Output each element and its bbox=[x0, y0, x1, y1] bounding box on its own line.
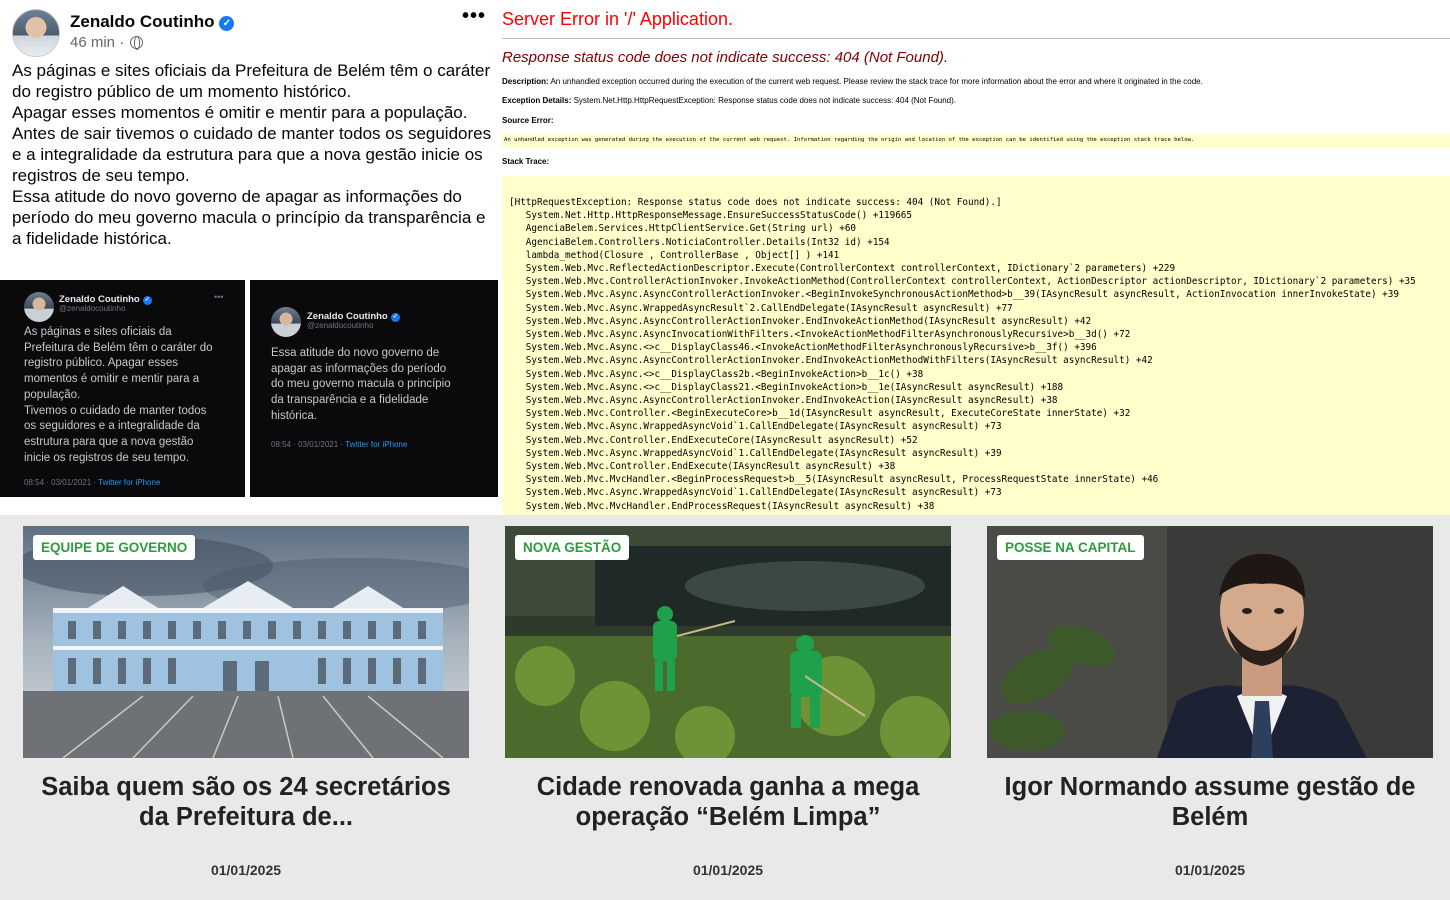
error-description: Description: An unhandled exception occurred during the execution of the current web request. Please review the stack trace for more information about the error and where it originated in the code. bbox=[502, 77, 1203, 86]
tweet-footer bbox=[24, 478, 160, 487]
tweet-handle: @zenaldocoutinho bbox=[307, 321, 374, 330]
verified-badge-icon: ✓ bbox=[219, 16, 234, 31]
facebook-post bbox=[0, 0, 500, 280]
author-avatar[interactable] bbox=[12, 9, 60, 57]
tweet-date: 08:54 · 03/01/2021 · bbox=[271, 440, 344, 449]
verified-badge-icon: ✓ bbox=[144, 297, 150, 303]
server-error-page bbox=[500, 0, 1450, 515]
globe-icon bbox=[130, 36, 143, 49]
news-date: 01/01/2025 bbox=[692, 862, 764, 878]
news-date: 01/01/2025 bbox=[1174, 862, 1246, 878]
more-options-icon[interactable]: ••• bbox=[462, 5, 487, 27]
post-text: As páginas e sites oficiais da Prefeitura de Belém têm o caráter do registro público de um momento histórico. Apagar esses momentos é omitir e mentir para a população. Antes de sair tivemos o cuidado de manter todos os seguidores e a integralidade da estrutura para que a nova gestão inicie os registros de seu tempo. Essa atitude do novo governo de apagar as informações do período do meu governo macula o princípio da transparência e a fidelidade histórica. bbox=[12, 61, 492, 248]
tweet-screenshot-2 bbox=[250, 280, 498, 497]
news-badge[interactable]: NOVA GESTÃO bbox=[515, 535, 629, 560]
news-title[interactable]: Igor Normando assume gestão de Belém bbox=[1004, 773, 1416, 831]
tweet-author: Zenaldo Coutinho ✓ bbox=[59, 294, 150, 305]
tweet-source: Twitter for iPhone bbox=[345, 440, 408, 449]
news-image-cleanup[interactable] bbox=[505, 526, 951, 758]
tweet-source: Twitter for iPhone bbox=[98, 478, 161, 487]
post-meta bbox=[70, 34, 143, 51]
source-error-text: An unhandled exception was generated during the execution of the current web request. Information regarding the origin and location of the exception can be identified using the exception stack trace below. bbox=[504, 137, 1195, 143]
news-title[interactable]: Saiba quem são os 24 secretários da Prefeitura de... bbox=[41, 773, 451, 831]
source-error-box bbox=[502, 134, 1450, 148]
tweet-text: Essa atitude do novo governo de apagar as informações do período do meu governo macula o princípio da transparência e a fidelidade histórica. bbox=[271, 347, 451, 422]
tweet-date: 08:54 · 03/01/2021 · bbox=[24, 478, 97, 487]
news-section bbox=[0, 515, 1450, 900]
tweet-avatar bbox=[271, 307, 301, 337]
error-divider bbox=[502, 38, 1450, 39]
tweet-handle: @zenaldocoutinho bbox=[59, 304, 126, 313]
news-image-palace[interactable] bbox=[23, 526, 469, 758]
tweet-author: Zenaldo Coutinho ✓ bbox=[307, 311, 398, 322]
exception-details: Exception Details: System.Net.Http.HttpRequestException: Response status code does not indicate success: 404 (Not Found). bbox=[502, 96, 957, 105]
news-title[interactable]: Cidade renovada ganha a mega operação “Belém Limpa” bbox=[536, 773, 920, 831]
stack-trace-label: Stack Trace: bbox=[502, 157, 550, 166]
error-title: Server Error in '/' Application. bbox=[502, 9, 733, 29]
news-date: 01/01/2025 bbox=[210, 862, 282, 878]
news-badge[interactable]: EQUIPE DE GOVERNO bbox=[33, 535, 195, 560]
news-card-1[interactable] bbox=[23, 526, 469, 886]
stack-trace-box[interactable] bbox=[502, 176, 1450, 515]
post-time[interactable]: 46 min · bbox=[70, 34, 125, 51]
tweet-screenshot-1 bbox=[0, 280, 245, 497]
news-badge[interactable]: POSSE NA CAPITAL bbox=[997, 535, 1144, 560]
news-card-2[interactable] bbox=[505, 526, 951, 886]
post-author[interactable]: Zenaldo Coutinho ✓ bbox=[70, 12, 234, 32]
tweet-text: As páginas e sites oficiais da Prefeitura de Belém têm o caráter do registro público. Apagar esses momentos é omitir e mentir para a população. Tivemos o cuidado de manter todos os seguidores e a integralidade da estrutura para que a nova gestão inicie os registros de seu tempo. bbox=[24, 326, 213, 464]
news-card-3[interactable] bbox=[987, 526, 1433, 886]
tweet-avatar bbox=[24, 292, 54, 322]
error-subtitle: Response status code does not indicate success: 404 (Not Found). bbox=[502, 49, 949, 66]
verified-badge-icon: ✓ bbox=[392, 314, 398, 320]
tweet-more-icon: ••• bbox=[214, 292, 224, 302]
source-error-label: Source Error: bbox=[502, 116, 554, 125]
stack-trace-text: [HttpRequestException: Response status code does not indicate success: 404 (Not Found).] System.Net.Http.HttpResponseMessage.EnsureSuccessStatusCode() +119665 AgenciaBelem.Services.HttpClientService.Get(String url) +60 AgenciaBelem.Controllers.NoticiaController.Details(Int32 id) +154 lambda_method(Closure , ControllerBase , Object[] ) +141 System.Web.Mvc.ReflectedActionDescriptor.Execute(ControllerContext controllerContext, IDictionary`2 parameters) +229 System.Web.Mvc.ControllerActionInvoker.InvokeActionMethod(ControllerContext controllerContext, ActionDescriptor actionDescriptor, IDictionary`2 parameters) +35 System.Web.Mvc.Async.AsyncControllerActionInvoker.<BeginInvokeSynchronousActionMethod>b__39(IAsyncResult asyncResult, ActionInvocation innerInvokeState) +39 System.Web.Mvc.Async.WrappedAsyncResult`2.CallEndDelegate(IAsyncResult asyncResult) +77 System.Web.Mvc.Async.AsyncControllerActionInvoker.EndInvokeActionMethod(IAsyncResult asyncResult) +42 System.Web.Mvc.Async.AsyncInvocationWithFilters.<InvokeActionMethodFilterAsynchronouslyRecursive>b__3d() +72 System.Web.Mvc.Async.<>c__DisplayClass46.<InvokeActionMethodFilterAsynchronouslyRecursive>b__3f() +396 System.Web.Mvc.Async.AsyncControllerActionInvoker.EndInvokeActionMethodWithFilters(IAsyncResult asyncResult) +42 System.Web.Mvc.Async.<>c__DisplayClass2b.<BeginInvokeAction>b__1c() +38 System.Web.Mvc.Async.<>c__DisplayClass21.<BeginInvokeAction>b__1e(IAsyncResult asyncResult) +188 System.Web.Mvc.Async.AsyncControllerActionInvoker.EndInvokeAction(IAsyncResult asyncResult) +38 System.Web.Mvc.Controller.<BeginExecuteCore>b__1d(IAsyncResult asyncResult, ExecuteCoreState innerState) +32 System.Web.Mvc.Async.WrappedAsyncVoid`1.CallEndDelegate(IAsyncResult asyncResult) +73 System.Web.Mvc.Controller.EndExecuteCore(IAsyncResult asyncResult) +52 System.Web.Mvc.Async.WrappedAsyncVoid`1.CallEndDelegate(IAsyncResult asyncResult) +39 System.Web.Mvc.Controller.EndExecute(IAsyncResult asyncResult) +38 System.Web.Mvc.MvcHandler.<BeginProcessRequest>b__5(IAsyncResult asyncResult, ProcessRequestState innerState) +46 System.Web.Mvc.Async.WrappedAsyncVoid`1.CallEndDelegate(IAsyncResult asyncResult) +73 System.Web.Mvc.MvcHandler.EndProcessRequest(IAsyncResult asyncResult) +38 bbox=[509, 197, 1416, 512]
tweet-footer bbox=[271, 440, 407, 449]
news-image-portrait[interactable] bbox=[987, 526, 1433, 758]
